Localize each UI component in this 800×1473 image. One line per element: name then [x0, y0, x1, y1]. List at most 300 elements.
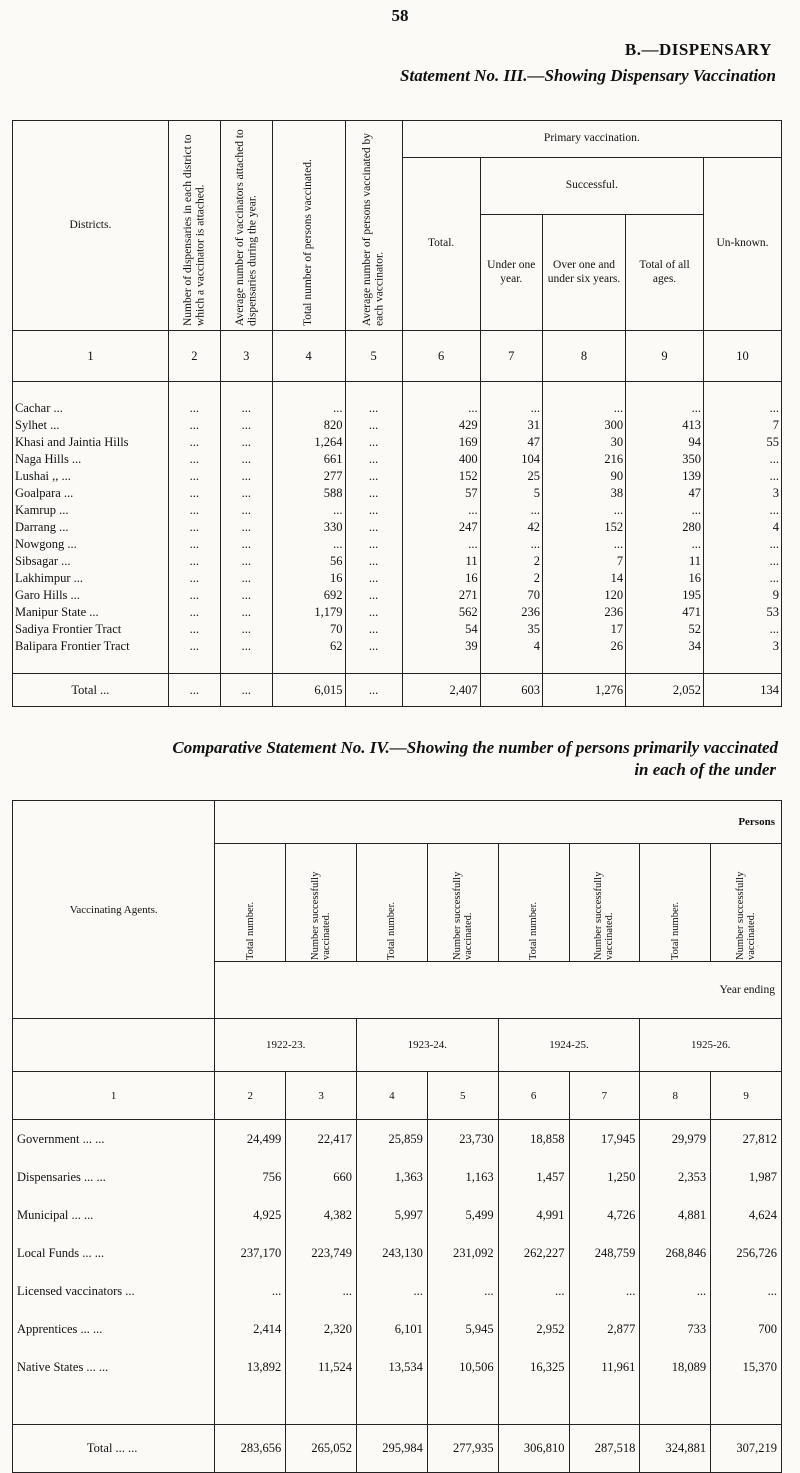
- table-cell: ...: [220, 553, 272, 570]
- table-cell: 5,499: [427, 1196, 498, 1234]
- table-cell: 39: [402, 638, 480, 655]
- table-cell: 9: [704, 587, 782, 604]
- agent-name: Dispensaries ... ...: [13, 1158, 215, 1196]
- statement-3-table: [12, 120, 782, 707]
- table-cell: 120: [542, 587, 625, 604]
- header-vaccinating-agents: Vaccinating Agents.: [13, 801, 215, 1019]
- section-heading: B.—DISPENSARY: [624, 40, 772, 59]
- table-cell: ...: [345, 451, 402, 468]
- statement-4-title-line1: Comparative Statement No. IV.—Showing the number of persons primarily vaccinated: [172, 738, 778, 757]
- table-cell: 18,858: [498, 1120, 569, 1159]
- table-cell: 262,227: [498, 1234, 569, 1272]
- table-cell: ...: [272, 502, 345, 519]
- table-cell: 23,730: [427, 1120, 498, 1159]
- agent-name: Local Funds ... ...: [13, 1234, 215, 1272]
- table-cell: 9: [711, 1072, 782, 1120]
- table-cell: 13,534: [357, 1348, 428, 1386]
- header-year-ending: Year ending: [215, 962, 782, 1019]
- table-cell: Total ... ...: [13, 1425, 215, 1473]
- table-cell: ...: [704, 451, 782, 468]
- table-cell: 2,414: [215, 1310, 286, 1348]
- table-cell: ...: [220, 621, 272, 638]
- table-cell: 2,320: [286, 1310, 357, 1348]
- table-cell: 588: [272, 485, 345, 502]
- table-cell: ...: [220, 674, 272, 707]
- header-total: Total.: [402, 158, 480, 331]
- table-cell: ...: [220, 502, 272, 519]
- table-cell: ...: [345, 604, 402, 621]
- column-number-row: [13, 1072, 782, 1120]
- table-cell: ...: [220, 485, 272, 502]
- table-cell: 152: [402, 468, 480, 485]
- table-cell: ...: [168, 570, 220, 587]
- table-cell: ...: [168, 587, 220, 604]
- table-cell: ...: [704, 502, 782, 519]
- table-cell: 733: [640, 1310, 711, 1348]
- district-name: Cachar ...: [13, 400, 169, 417]
- table-cell: ...: [357, 1272, 428, 1310]
- table-row: [13, 1158, 782, 1196]
- table-cell: 413: [626, 417, 704, 434]
- table-cell: 248,759: [569, 1234, 640, 1272]
- table-cell: 700: [711, 1310, 782, 1348]
- table-cell: 94: [626, 434, 704, 451]
- table-cell: ...: [704, 536, 782, 553]
- table-cell: ...: [220, 638, 272, 655]
- table-cell: 1,987: [711, 1158, 782, 1196]
- table-cell: 55: [704, 434, 782, 451]
- table-cell: ...: [168, 604, 220, 621]
- table-cell: 350: [626, 451, 704, 468]
- table-cell: ...: [168, 674, 220, 707]
- statement-3-title: Statement No. III.—Showing Dispensary Vaccination: [400, 66, 776, 85]
- table-cell: 4: [357, 1072, 428, 1120]
- header-total-number: Total number.: [669, 901, 681, 960]
- table-cell: 2,877: [569, 1310, 640, 1348]
- table-cell: 16: [272, 570, 345, 587]
- table-cell: ...: [168, 451, 220, 468]
- table-cell: 6,015: [272, 674, 345, 707]
- table-cell: 16: [626, 570, 704, 587]
- table-cell: 3: [704, 638, 782, 655]
- header-number-success: Number successfully vaccinated.: [593, 871, 616, 960]
- table-cell: 42: [480, 519, 542, 536]
- table-cell: 38: [542, 485, 625, 502]
- table-cell: ...: [402, 536, 480, 553]
- page-number: 58: [391, 6, 409, 25]
- table-row: [13, 434, 782, 451]
- table-cell: 4,382: [286, 1196, 357, 1234]
- table-cell: 1,264: [272, 434, 345, 451]
- header-total-number: Total number.: [244, 901, 256, 960]
- table-cell: ...: [215, 1272, 286, 1310]
- table-cell: ...: [345, 621, 402, 638]
- table-cell: ...: [480, 400, 542, 417]
- table-row: [13, 638, 782, 655]
- table-cell: 14: [542, 570, 625, 587]
- table-cell: ...: [345, 519, 402, 536]
- table-cell: 8: [542, 331, 625, 382]
- table-cell: 400: [402, 451, 480, 468]
- table-cell: 820: [272, 417, 345, 434]
- table-cell: 169: [402, 434, 480, 451]
- table-cell: 324,881: [640, 1425, 711, 1473]
- table-cell: ...: [168, 553, 220, 570]
- table-cell: 268,846: [640, 1234, 711, 1272]
- table-cell: 10: [704, 331, 782, 382]
- header-total-vaccinated: Total number of persons vaccinated.: [302, 158, 315, 326]
- table-cell: ...: [704, 553, 782, 570]
- table-cell: 53: [704, 604, 782, 621]
- table-cell: 34: [626, 638, 704, 655]
- header-primary-vaccination: Primary vaccination.: [402, 121, 781, 158]
- table-row: [13, 485, 782, 502]
- table-cell: 11: [626, 553, 704, 570]
- table-cell: 3: [286, 1072, 357, 1120]
- table-cell: 57: [402, 485, 480, 502]
- header-year-1925-26: 1925-26.: [640, 1019, 782, 1072]
- table-cell: 243,130: [357, 1234, 428, 1272]
- table-cell: ...: [704, 400, 782, 417]
- table-cell: 152: [542, 519, 625, 536]
- table-cell: 5,997: [357, 1196, 428, 1234]
- table-cell: 5: [345, 331, 402, 382]
- table-row: [13, 400, 782, 417]
- table-cell: ...: [345, 434, 402, 451]
- table-cell: 4,624: [711, 1196, 782, 1234]
- table-row: [13, 604, 782, 621]
- table-cell: 471: [626, 604, 704, 621]
- header-year-1922-23: 1922-23.: [215, 1019, 357, 1072]
- table-row: [13, 417, 782, 434]
- table-cell: 300: [542, 417, 625, 434]
- table-cell: 25: [480, 468, 542, 485]
- header-average-vaccinators: Average number of vaccinators attached to dispensaries during the year.: [233, 128, 259, 326]
- table-cell: ...: [168, 638, 220, 655]
- district-name: Sadiya Frontier Tract: [13, 621, 169, 638]
- table-cell: ...: [704, 570, 782, 587]
- header-persons: Persons: [215, 801, 782, 844]
- table-cell: 429: [402, 417, 480, 434]
- table-row: [13, 1234, 782, 1272]
- table-cell: 277,935: [427, 1425, 498, 1473]
- table-cell: 1,457: [498, 1158, 569, 1196]
- table-row: [13, 621, 782, 638]
- table-cell: ...: [220, 417, 272, 434]
- table-cell: 223,749: [286, 1234, 357, 1272]
- table-row: [13, 1348, 782, 1386]
- table-cell: ...: [220, 400, 272, 417]
- table-cell: ...: [542, 502, 625, 519]
- table-cell: 2,353: [640, 1158, 711, 1196]
- table-cell: 7: [569, 1072, 640, 1120]
- table-cell: ...: [168, 417, 220, 434]
- table-cell: 11: [402, 553, 480, 570]
- table-cell: 661: [272, 451, 345, 468]
- table-cell: 307,219: [711, 1425, 782, 1473]
- table-cell: 10,506: [427, 1348, 498, 1386]
- table-cell: 603: [480, 674, 542, 707]
- table-cell: 18,089: [640, 1348, 711, 1386]
- table-cell: ...: [168, 502, 220, 519]
- table-cell: 52: [626, 621, 704, 638]
- table-cell: ...: [569, 1272, 640, 1310]
- table-cell: 104: [480, 451, 542, 468]
- table-cell: ...: [345, 536, 402, 553]
- table-cell: 236: [480, 604, 542, 621]
- table-cell: 56: [272, 553, 345, 570]
- table-cell: 15,370: [711, 1348, 782, 1386]
- table-row: [13, 1310, 782, 1348]
- table-cell: 4,925: [215, 1196, 286, 1234]
- table-cell: ...: [345, 674, 402, 707]
- table-cell: 692: [272, 587, 345, 604]
- table-cell: ...: [220, 451, 272, 468]
- table-cell: 22,417: [286, 1120, 357, 1159]
- header-over-one-under-six: Over one and under six years.: [542, 215, 625, 331]
- table-cell: ...: [220, 434, 272, 451]
- header-districts: Districts.: [13, 121, 169, 331]
- table-cell: 247: [402, 519, 480, 536]
- table-cell: 54: [402, 621, 480, 638]
- table-cell: 4: [480, 638, 542, 655]
- table-cell: 5,945: [427, 1310, 498, 1348]
- table-cell: ...: [402, 400, 480, 417]
- table-cell: ...: [626, 536, 704, 553]
- district-name: Manipur State ...: [13, 604, 169, 621]
- header-under-one-year: Under one year.: [480, 215, 542, 331]
- table-cell: 30: [542, 434, 625, 451]
- table-cell: ...: [626, 502, 704, 519]
- table-cell: 2: [480, 553, 542, 570]
- table-row: [13, 1196, 782, 1234]
- table-cell: ...: [711, 1272, 782, 1310]
- district-name: Sibsagar ...: [13, 553, 169, 570]
- table-total-row: [13, 1425, 782, 1473]
- table-cell: 11,524: [286, 1348, 357, 1386]
- header-number-success: Number successfully vaccinated.: [735, 871, 758, 960]
- table-cell: 6,101: [357, 1310, 428, 1348]
- table-cell: 7: [704, 417, 782, 434]
- header-dispensaries-count: Number of dispensaries in each district to which a vaccinator is attached.: [181, 133, 207, 326]
- table-row: [13, 451, 782, 468]
- statement-4-title-line2: in each of the under: [634, 760, 776, 779]
- table-cell: ...: [220, 587, 272, 604]
- table-cell: 11,961: [569, 1348, 640, 1386]
- table-cell: 2,952: [498, 1310, 569, 1348]
- table-cell: 13,892: [215, 1348, 286, 1386]
- table-cell: 16: [402, 570, 480, 587]
- table-cell: 195: [626, 587, 704, 604]
- district-name: Lakhimpur ...: [13, 570, 169, 587]
- table-cell: 1,250: [569, 1158, 640, 1196]
- table-cell: ...: [168, 536, 220, 553]
- table-cell: ...: [345, 587, 402, 604]
- header-total-all-ages: Total of all ages.: [626, 215, 704, 331]
- table-cell: 47: [480, 434, 542, 451]
- table-cell: 2: [480, 570, 542, 587]
- table-cell: 5: [427, 1072, 498, 1120]
- table-cell: 271: [402, 587, 480, 604]
- district-name: Darrang ...: [13, 519, 169, 536]
- table-cell: 277: [272, 468, 345, 485]
- table-cell: 31: [480, 417, 542, 434]
- table-cell: 4,726: [569, 1196, 640, 1234]
- table-cell: 280: [626, 519, 704, 536]
- table-cell: ...: [345, 570, 402, 587]
- table-cell: 4,991: [498, 1196, 569, 1234]
- table-cell: 2,407: [402, 674, 480, 707]
- agent-name: Licensed vaccinators ...: [13, 1272, 215, 1310]
- table-row: [13, 468, 782, 485]
- table-cell: 139: [626, 468, 704, 485]
- table-cell: ...: [168, 485, 220, 502]
- table-cell: ...: [220, 604, 272, 621]
- table-cell: 1: [13, 1072, 215, 1120]
- table-cell: 17: [542, 621, 625, 638]
- table-cell: ...: [542, 400, 625, 417]
- table-cell: 27,812: [711, 1120, 782, 1159]
- header-number-success: Number successfully vaccinated.: [451, 871, 474, 960]
- table-cell: 306,810: [498, 1425, 569, 1473]
- table-cell: ...: [168, 519, 220, 536]
- table-cell: 330: [272, 519, 345, 536]
- district-name: Balipara Frontier Tract: [13, 638, 169, 655]
- table-cell: 5: [480, 485, 542, 502]
- table-cell: 26: [542, 638, 625, 655]
- table-row: [13, 570, 782, 587]
- table-cell: 134: [704, 674, 782, 707]
- table-cell: ...: [168, 434, 220, 451]
- table-cell: 24,499: [215, 1120, 286, 1159]
- table-cell: 256,726: [711, 1234, 782, 1272]
- table-cell: 25,859: [357, 1120, 428, 1159]
- statement-4-table: [12, 800, 782, 1473]
- header-successful: Successful.: [480, 158, 703, 215]
- table-cell: 3: [704, 485, 782, 502]
- header-year-1924-25: 1924-25.: [498, 1019, 640, 1072]
- header-unknown: Un-known.: [704, 158, 782, 331]
- table-cell: ...: [345, 400, 402, 417]
- table-cell: 1,363: [357, 1158, 428, 1196]
- district-name: Kamrup ...: [13, 502, 169, 519]
- table-cell: ...: [480, 536, 542, 553]
- header-year-1923-24: 1923-24.: [357, 1019, 499, 1072]
- agent-name: Municipal ... ...: [13, 1196, 215, 1234]
- table-cell: 7: [542, 553, 625, 570]
- table-cell: ...: [220, 570, 272, 587]
- table-cell: ...: [480, 502, 542, 519]
- table-cell: 216: [542, 451, 625, 468]
- table-cell: 231,092: [427, 1234, 498, 1272]
- table-cell: 7: [480, 331, 542, 382]
- header-total-number: Total number.: [528, 901, 540, 960]
- table-row: [13, 1120, 782, 1159]
- district-name: Goalpara ...: [13, 485, 169, 502]
- district-name: Naga Hills ...: [13, 451, 169, 468]
- district-name: Sylhet ...: [13, 417, 169, 434]
- district-name: Khasi and Jaintia Hills: [13, 434, 169, 451]
- table-cell: 756: [215, 1158, 286, 1196]
- table-cell: ...: [345, 638, 402, 655]
- agent-name: Government ... ...: [13, 1120, 215, 1159]
- table-cell: ...: [402, 502, 480, 519]
- table-cell: 90: [542, 468, 625, 485]
- table-cell: 287,518: [569, 1425, 640, 1473]
- district-name: Nowgong ...: [13, 536, 169, 553]
- table-cell: 1,179: [272, 604, 345, 621]
- table-row: [13, 536, 782, 553]
- table-cell: ...: [168, 621, 220, 638]
- header-total-number: Total number.: [386, 901, 398, 960]
- table-cell: 236: [542, 604, 625, 621]
- table-cell: 29,979: [640, 1120, 711, 1159]
- table-cell: ...: [168, 400, 220, 417]
- table-cell: 17,945: [569, 1120, 640, 1159]
- district-name: Garo Hills ...: [13, 587, 169, 604]
- table-cell: 4: [704, 519, 782, 536]
- district-name: Lushai ,, ...: [13, 468, 169, 485]
- table-cell: 6: [402, 331, 480, 382]
- table-cell: 47: [626, 485, 704, 502]
- table-cell: 265,052: [286, 1425, 357, 1473]
- agent-name: Native States ... ...: [13, 1348, 215, 1386]
- table-cell: 2: [168, 331, 220, 382]
- table-total-row: [13, 674, 782, 707]
- table-cell: ...: [272, 536, 345, 553]
- table-cell: ...: [345, 417, 402, 434]
- table-row: [13, 502, 782, 519]
- table-cell: ...: [286, 1272, 357, 1310]
- table-cell: 2,052: [626, 674, 704, 707]
- table-cell: 35: [480, 621, 542, 638]
- table-cell: ...: [542, 536, 625, 553]
- table-cell: 4,881: [640, 1196, 711, 1234]
- table-cell: ...: [626, 400, 704, 417]
- table-cell: 70: [480, 587, 542, 604]
- table-cell: Total ...: [13, 674, 169, 707]
- table-row: [13, 587, 782, 604]
- table-cell: ...: [704, 468, 782, 485]
- table-cell: 1,163: [427, 1158, 498, 1196]
- table-cell: 562: [402, 604, 480, 621]
- table-cell: 295,984: [357, 1425, 428, 1473]
- table-cell: ...: [220, 536, 272, 553]
- header-number-success: Number successfully vaccinated.: [310, 871, 333, 960]
- table-cell: 3: [220, 331, 272, 382]
- table-cell: 2: [215, 1072, 286, 1120]
- table-cell: 16,325: [498, 1348, 569, 1386]
- table-cell: 6: [498, 1072, 569, 1120]
- table-cell: ...: [640, 1272, 711, 1310]
- table-cell: 1: [13, 331, 169, 382]
- table-cell: ...: [704, 621, 782, 638]
- table-cell: ...: [345, 502, 402, 519]
- table-cell: ...: [168, 468, 220, 485]
- table-cell: ...: [220, 468, 272, 485]
- table-cell: 283,656: [215, 1425, 286, 1473]
- table-cell: 62: [272, 638, 345, 655]
- table-cell: ...: [220, 519, 272, 536]
- table-cell: ...: [272, 400, 345, 417]
- table-row: [13, 1272, 782, 1310]
- table-row: [13, 519, 782, 536]
- table-cell: 8: [640, 1072, 711, 1120]
- table-cell: 660: [286, 1158, 357, 1196]
- table-cell: ...: [345, 553, 402, 570]
- table-cell: ...: [427, 1272, 498, 1310]
- table-cell: 70: [272, 621, 345, 638]
